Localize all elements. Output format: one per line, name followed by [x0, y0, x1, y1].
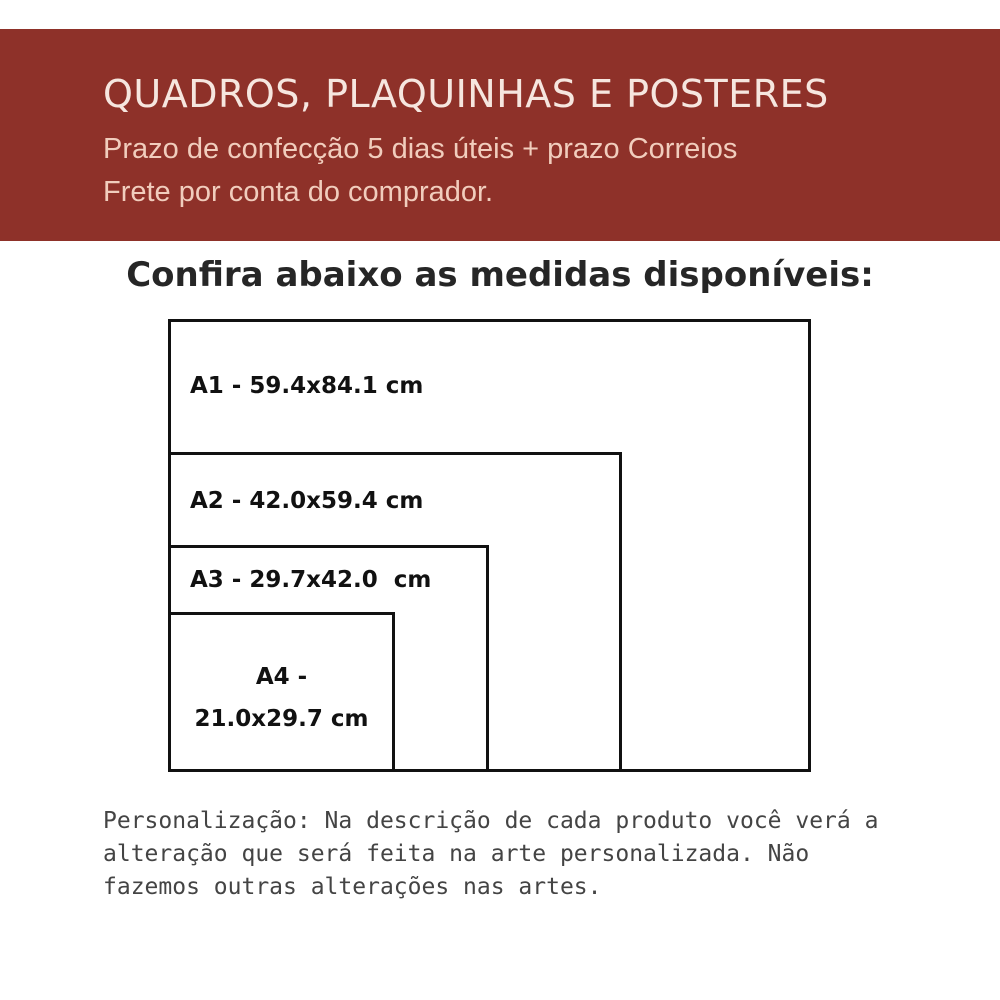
production-time-note: Prazo de confecção 5 dias úteis + prazo Correios: [103, 133, 738, 165]
banner-title: QUADROS, PLAQUINHAS E POSTERES: [103, 72, 829, 116]
size-label-a2: A2 - 42.0x59.4 cm: [190, 488, 424, 514]
personalization-note: [103, 805, 903, 904]
personalization-note-line: fazemos outras alterações nas artes.: [103, 874, 602, 900]
size-label-a3: A3 - 29.7x42.0 cm: [190, 567, 432, 593]
personalization-note-line: Personalização: Na descrição de cada produto você verá a: [103, 808, 879, 834]
size-label-a4: [171, 656, 392, 740]
shipping-note: Frete por conta do comprador.: [103, 176, 494, 208]
sizes-heading: Confira abaixo as medidas disponíveis:: [126, 255, 874, 295]
personalization-note-line: alteração que será feita na arte personalizada. Não: [103, 841, 810, 867]
size-label-a4-name: A4 -: [255, 664, 308, 690]
size-label-a4-dimensions: 21.0x29.7 cm: [194, 706, 369, 732]
size-label-a1: A1 - 59.4x84.1 cm: [190, 373, 424, 399]
